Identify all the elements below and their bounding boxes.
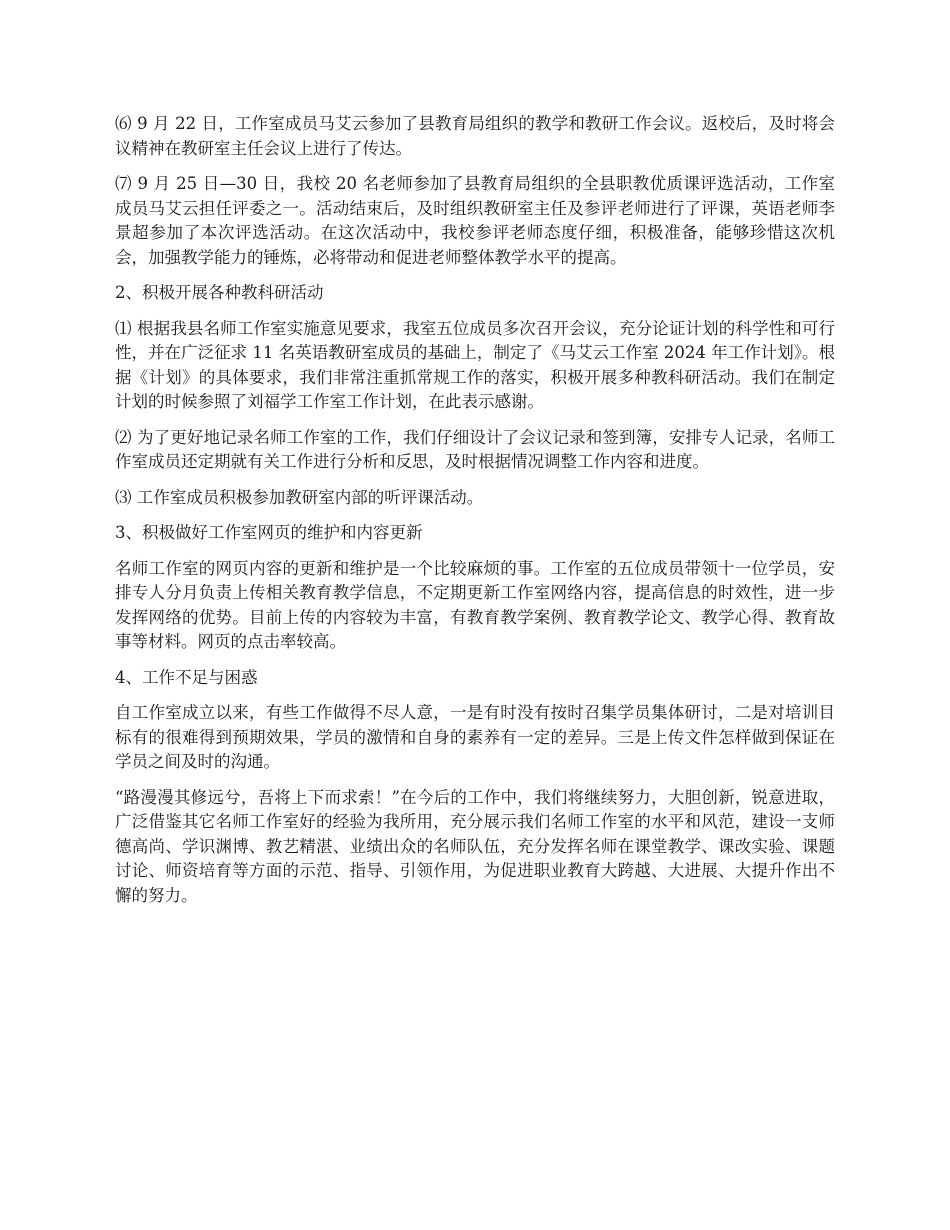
paragraph-conclusion: “路漫漫其修远兮，吾将上下而求索！”在今后的工作中，我们将继续努力，大胆创新，锐意进取，广泛借鉴其它名师工作室好的经验为我所用，充分展示我们名师工作室的水平和风范，建设一支师德高尚、学识渊博、教艺精湛、业绩出众的名师队伍，充分发挥名师在课堂教学、课改实验、课题讨论、师资培育等方面的示范、指导、引领作用，为促进职业教育大跨越、大进展、大提升作出不懈的努力。 bbox=[115, 787, 835, 905]
document-body bbox=[115, 112, 835, 919]
paragraph-2-item-1: ⑴ 根据我县名师工作室实施意见要求，我室五位成员多次召开会议，充分论证计划的科学性和可行性，并在广泛征求 11 名英语教研室成员的基础上，制定了《马艾云工作室 2024 年工作计划》。根据《计划》的具体要求，我们非常注重抓常规工作的落实，积极开展多种教科研活动。我们在制定计划的时候参照了刘福学工作室工作计划，在此表示感谢。 bbox=[115, 318, 835, 411]
paragraph-section-4: 自工作室成立以来，有些工作做得不尽人意，一是有时没有按时召集学员集体研讨，二是对培训目标有的很难得到预期效果，学员的激情和自身的素养有一定的差异。三是上传文件怎样做到保证在学员之间及时的沟通。 bbox=[115, 703, 835, 771]
section-heading-3: 3、积极做好工作室网页的维护和内容更新 bbox=[115, 523, 423, 542]
paragraph-item-6: ⑹ 9 月 22 日，工作室成员马艾云参加了县教育局组织的教学和教研工作会议。返校后，及时将会议精神在教研室主任会议上进行了传达。 bbox=[115, 114, 835, 158]
section-heading-4: 4、工作不足与困惑 bbox=[115, 667, 258, 687]
paragraph-section-3: 名师工作室的网页内容的更新和维护是一个比较麻烦的事。工作室的五位成员带领十一位学员，安排专人分月负责上传相关教育教学信息，不定期更新工作室网络内容，提高信息的时效性，进一步发挥网络的优势。目前上传的内容较为丰富，有教育教学案例、教育教学论文、教学心得、教育故事等材料。网页的点击率较高。 bbox=[115, 558, 835, 651]
paragraph-2-item-3: ⑶ 工作室成员积极参加教研室内部的听评课活动。 bbox=[115, 487, 484, 507]
paragraph-2-item-2: ⑵ 为了更好地记录名师工作室的工作，我们仔细设计了会议记录和签到簿，安排专人记录，名师工作室成员还定期就有关工作进行分析和反思，及时根据情况调整工作内容和进度。 bbox=[115, 427, 835, 471]
paragraph-item-7: ⑺ 9 月 25 日—30 日，我校 20 名老师参加了县教育局组织的全县职教优质课评选活动，工作室成员马艾云担任评委之一。活动结束后，及时组织教研室主任及参评老师进行了评课，英语老师李景超参加了本次评选活动。在这次活动中，我校参评老师态度仔细，积极准备，能够珍惜这次机会，加强教学能力的锤炼，必将带动和促进老师整体教学水平的提高。 bbox=[115, 174, 835, 267]
section-heading-2: 2、积极开展各种教科研活动 bbox=[115, 283, 324, 302]
